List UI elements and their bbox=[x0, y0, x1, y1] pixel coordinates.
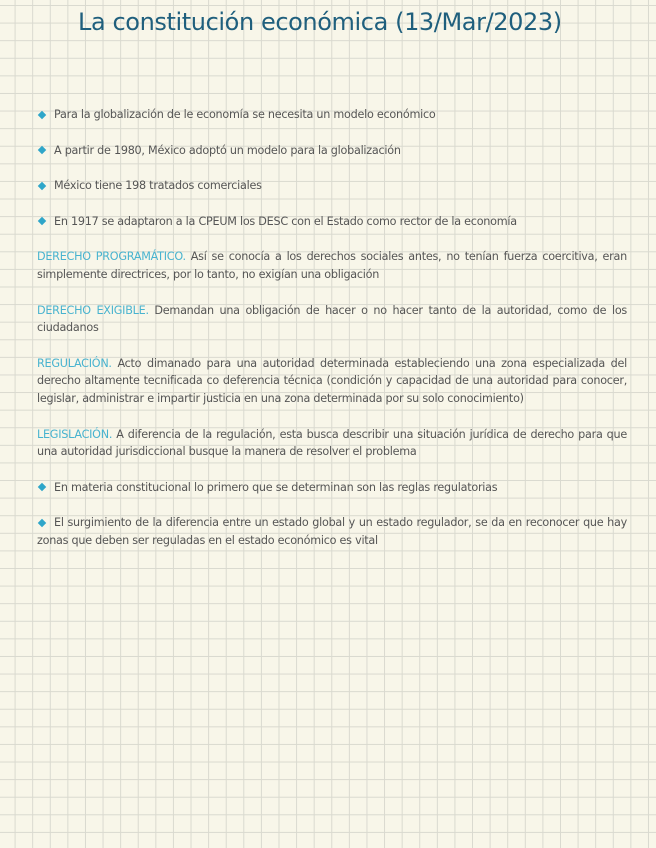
bullet-item bbox=[37, 106, 627, 124]
bullet-item bbox=[37, 479, 627, 497]
bullet-text: En materia constitucional lo primero que se determinan son las reglas regulatorias bbox=[54, 480, 498, 494]
definition-paragraph bbox=[37, 426, 627, 461]
bullet-item bbox=[37, 177, 627, 195]
bullet-item bbox=[37, 514, 627, 549]
page-title: La constitución económica (13/Mar/2023) bbox=[78, 8, 562, 36]
bullet-item bbox=[37, 213, 627, 231]
bullet-text: A partir de 1980, México adoptó un modelo para la globalización bbox=[54, 143, 401, 157]
definition-term: DERECHO EXIGIBLE. bbox=[37, 303, 149, 317]
bullet-item bbox=[37, 142, 627, 160]
diamond-bullet-icon bbox=[38, 181, 46, 189]
diamond-bullet-icon bbox=[38, 519, 46, 527]
bullet-text: En 1917 se adaptaron a la CPEUM los DESC con el Estado como rector de la economía bbox=[54, 214, 517, 228]
definition-paragraph bbox=[37, 248, 627, 283]
definition-text: Demandan una obligación de hacer o no hacer tanto de la autoridad, como de los ciudadanos bbox=[37, 303, 627, 335]
definition-paragraph bbox=[37, 355, 627, 408]
diamond-bullet-icon bbox=[38, 483, 46, 491]
definition-term: DERECHO PROGRAMÁTICO. bbox=[37, 250, 186, 264]
diamond-bullet-icon bbox=[38, 146, 46, 154]
definition-text: Acto dimanado para una autoridad determinada estableciendo una zona especializada del derecho altamente tecnificada co deferencia técnica (condición y capacidad de una autoridad para conocer, legislar, administrar e impartir justicia en una zona determinada por su solo conocimiento) bbox=[37, 356, 627, 405]
definition-term: LEGISLACIÓN. bbox=[37, 427, 113, 441]
diamond-bullet-icon bbox=[38, 110, 46, 118]
definition-text: Así se conocía a los derechos sociales antes, no tenían fuerza coercitiva, eran simplemente directrices, por lo tanto, no exigían una obligación bbox=[37, 250, 627, 281]
bullet-text: El surgimiento de la diferencia entre un estado global y un estado regulador, se da en reconocer que hay zonas que deben ser reguladas en el estado económico es vital bbox=[37, 516, 627, 547]
bullet-text: México tiene 198 tratados comerciales bbox=[54, 179, 262, 193]
diamond-bullet-icon bbox=[38, 217, 46, 225]
definition-term: REGULACIÓN. bbox=[37, 356, 112, 370]
definition-text: A diferencia de la regulación, esta busca describir una situación jurídica de derecho para que una autoridad jurisdiccional busque la manera de resolver el problema bbox=[37, 427, 627, 459]
bullet-text: Para la globalización de le economía se necesita un modelo económico bbox=[54, 108, 436, 121]
notes-content bbox=[37, 106, 627, 550]
definition-paragraph bbox=[37, 302, 627, 337]
